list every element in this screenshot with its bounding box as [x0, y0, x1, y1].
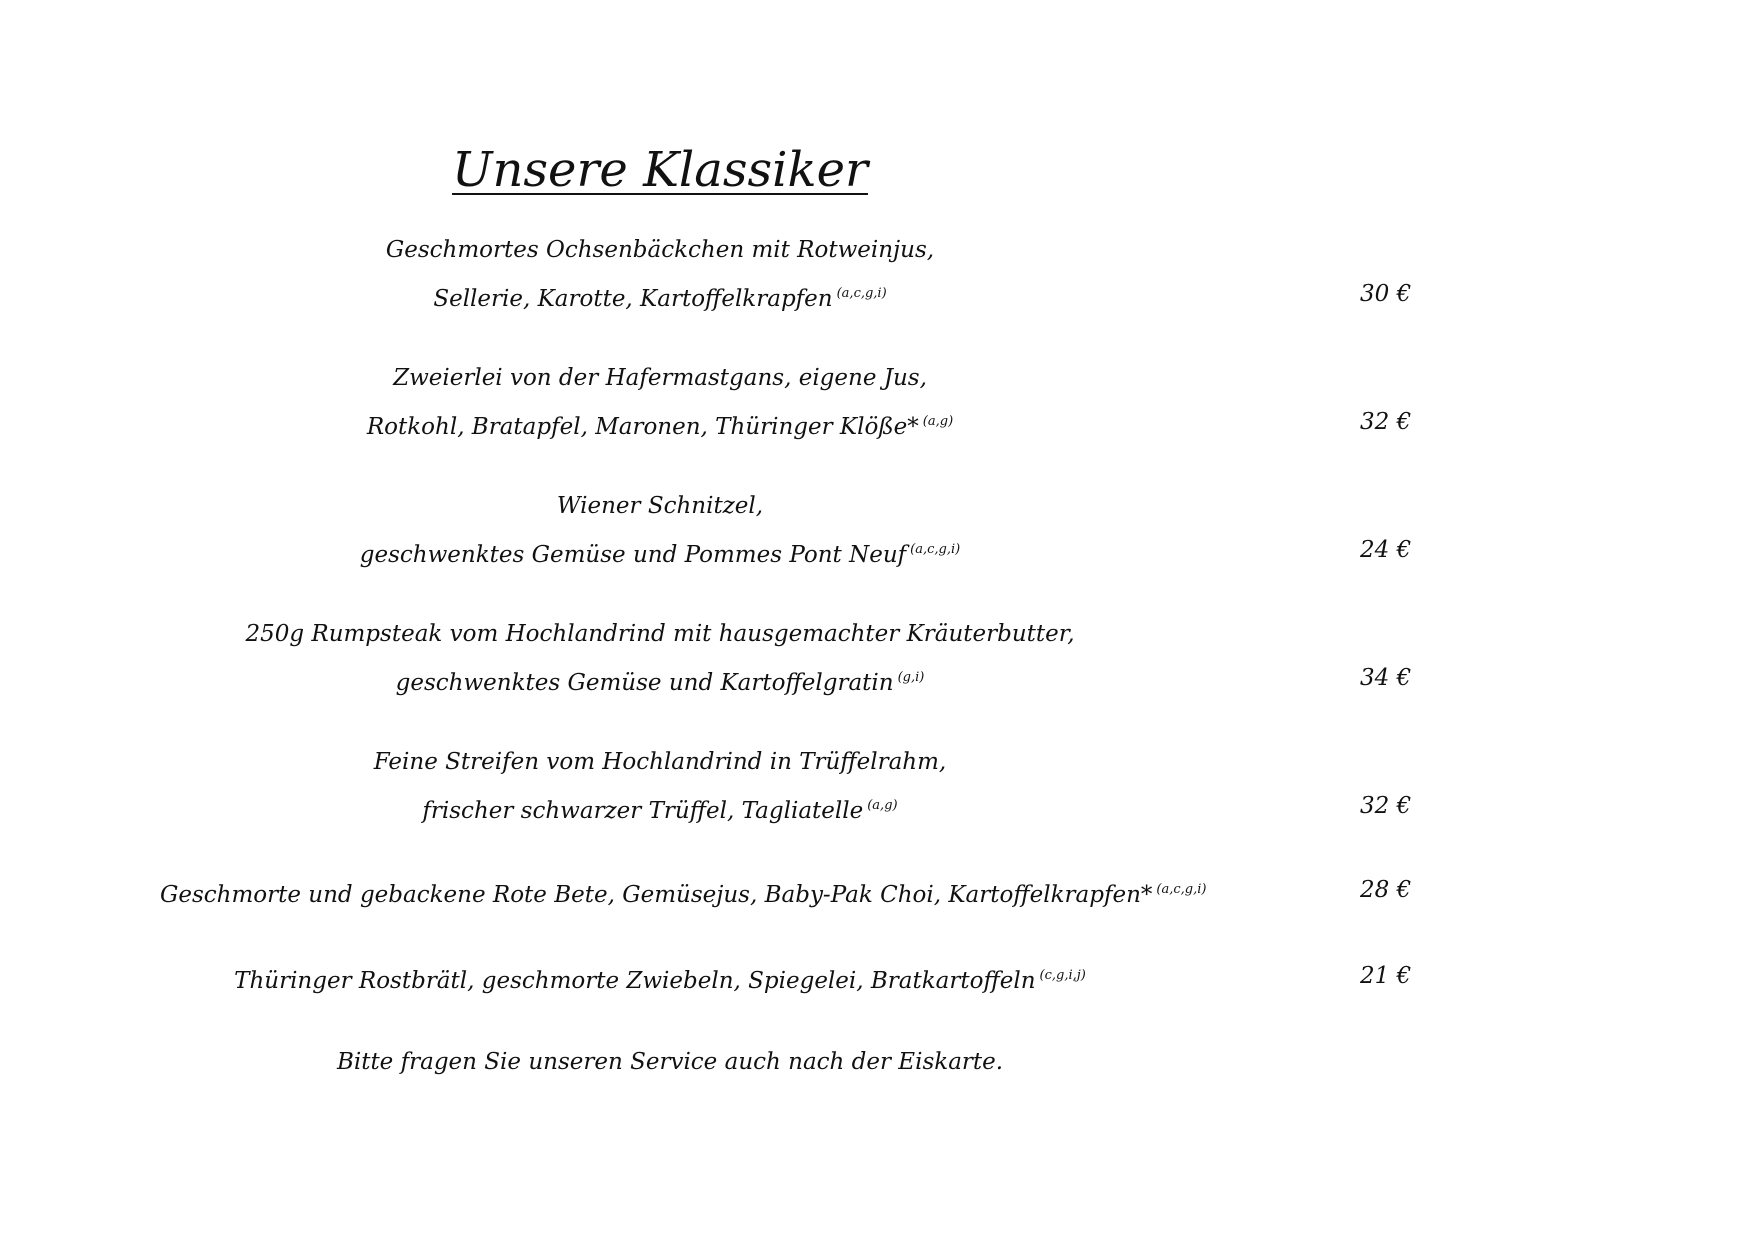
footer-note: Bitte fragen Sie unseren Service auch nach der Eiskarte.: [336, 1049, 1004, 1075]
menu-title: Unsere Klassiker: [452, 142, 868, 198]
menu-item: [160, 868, 1207, 912]
dish-description-line-2: [160, 400, 1160, 444]
dish-price: 21 €: [1360, 963, 1412, 989]
dish-price: 34 €: [1360, 665, 1412, 691]
dish-description-line-2: [160, 656, 1160, 700]
allergen-codes: (a,c,g,i): [910, 542, 961, 557]
allergen-codes: (c,g,i,j): [1039, 968, 1086, 983]
allergen-codes: (a,g): [867, 798, 898, 813]
dish-description-text: frischer schwarzer Trüffel, Tagliatelle: [422, 798, 864, 824]
allergen-codes: (a,g): [922, 414, 954, 429]
dish-description-line-2: [160, 784, 1160, 828]
dish-description-line-1: [160, 868, 1207, 912]
dish-price: 32 €: [1360, 793, 1412, 819]
dish-description-line-1: Zweierlei von der Hafermastgans, eigene Jus,: [393, 365, 927, 391]
dish-description-line-2: [160, 272, 1160, 316]
menu-item: [160, 356, 1160, 444]
dish-description-line-1: Feine Streifen vom Hochlandrind in Trüffelrahm,: [373, 749, 947, 775]
dish-description-line-1: 250g Rumpsteak vom Hochlandrind mit hausgemachter Kräuterbutter,: [245, 621, 1075, 647]
dish-description-line-1: [160, 954, 1160, 998]
allergen-codes: (g,i): [897, 670, 925, 685]
allergen-codes: (a,c,g,i): [1156, 882, 1207, 897]
menu-item: [160, 228, 1160, 316]
menu-item: [160, 484, 1160, 572]
dish-price: 28 €: [1360, 877, 1412, 903]
dish-description-text: Geschmorte und gebackene Rote Bete, Gemüsejus, Baby-Pak Choi, Kartoffelkrapfen*: [160, 882, 1153, 908]
dish-description-text: geschwenktes Gemüse und Pommes Pont Neuf: [359, 542, 907, 568]
menu-item: [160, 612, 1160, 700]
allergen-codes: (a,c,g,i): [836, 286, 887, 301]
dish-description-line-1: Geschmortes Ochsenbäckchen mit Rotweinjus,: [385, 237, 935, 263]
dish-description-text: Rotkohl, Bratapfel, Maronen, Thüringer Klöße*: [366, 414, 919, 440]
dish-description-text: geschwenktes Gemüse und Kartoffelgratin: [395, 670, 894, 696]
dish-description-text: Sellerie, Karotte, Kartoffelkrapfen: [433, 286, 833, 312]
dish-description-text: Thüringer Rostbrätl, geschmorte Zwiebeln, Spiegelei, Bratkartoffeln: [234, 968, 1036, 994]
menu-item: [160, 740, 1160, 828]
dish-description-line-1: Wiener Schnitzel,: [556, 493, 764, 519]
dish-price: 30 €: [1360, 281, 1412, 307]
dish-price: 32 €: [1360, 409, 1412, 435]
menu-item: [160, 954, 1160, 998]
dish-description-line-2: [160, 528, 1160, 572]
dish-price: 24 €: [1360, 537, 1412, 563]
